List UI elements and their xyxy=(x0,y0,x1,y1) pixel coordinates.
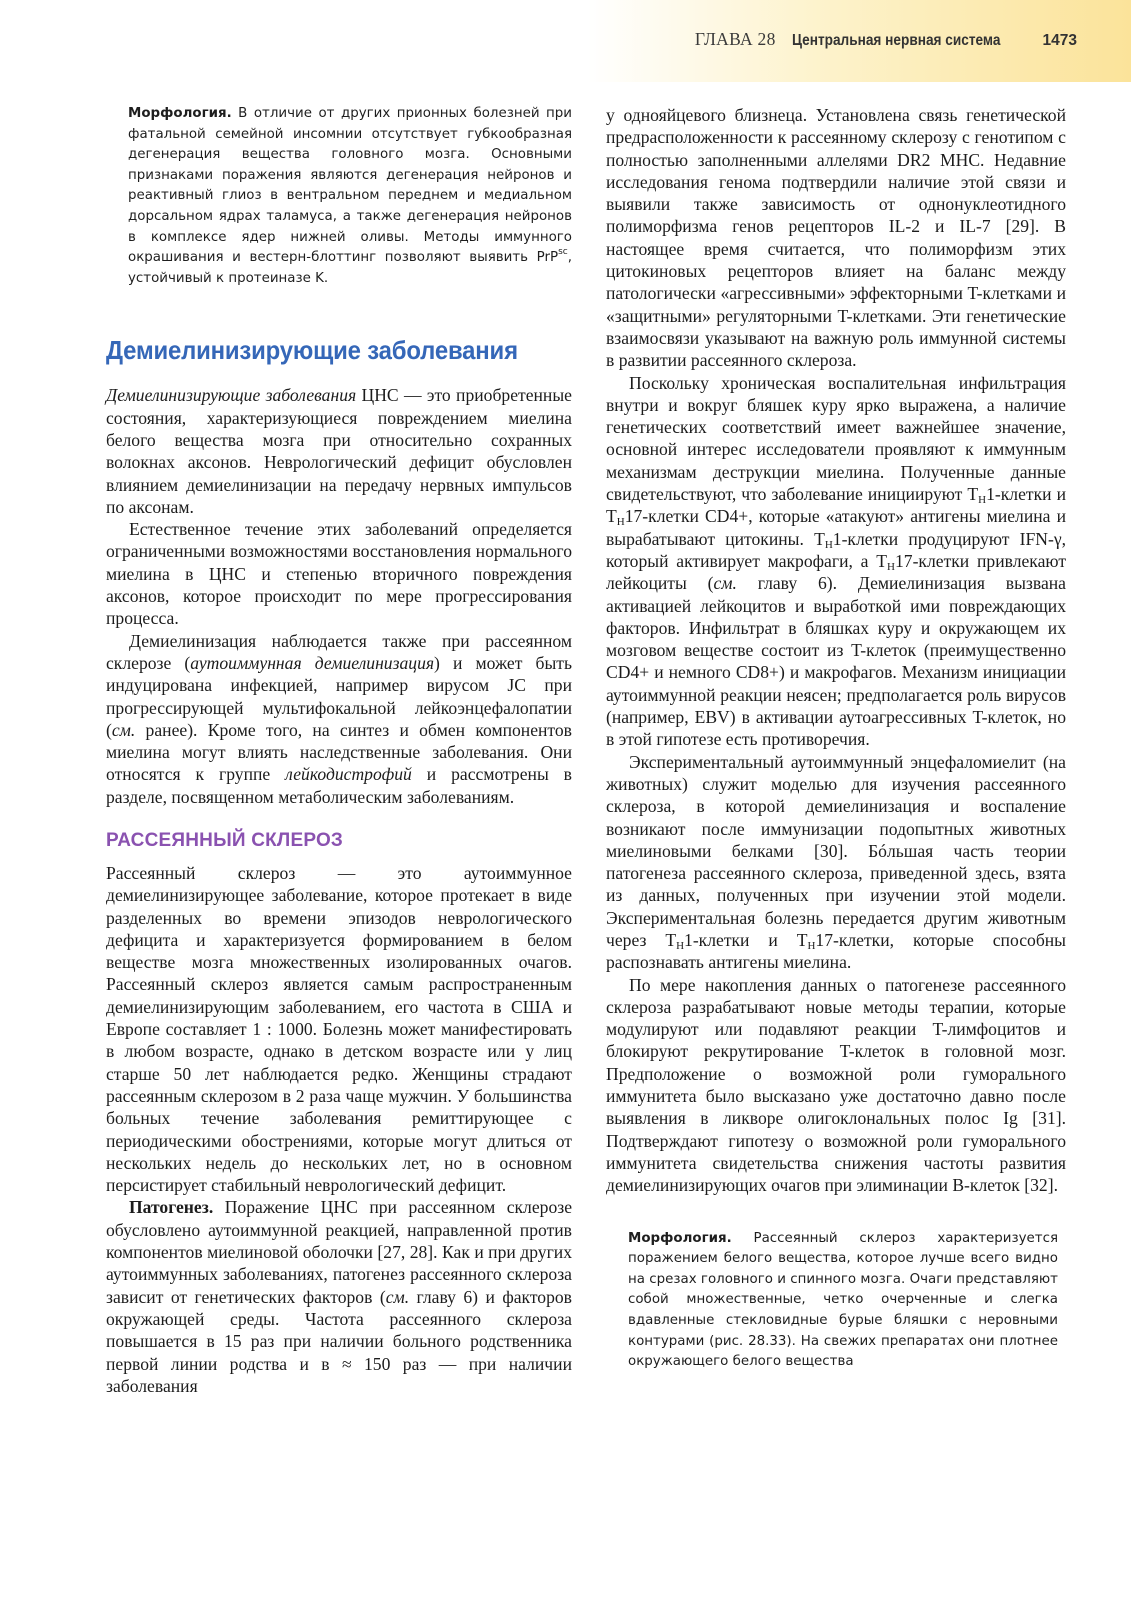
morphology-text: В отличие от других прионных болезней при фатальной семейной инсомнии отсутствует губкообразная дегенерация вещества головного мозга. Основными признаками поражения являются дегенерация нейронов и реактивный глиоз в вентральном переднем и медиальном дорсальном ядрах таламуса, а также дегенерация нейронов в комплексе ядер нижней оливы. Методы иммунного окрашивания и вестерн-блоттинг позволяют выявить PrP xyxy=(128,106,572,266)
pathogenesis-label: Патогенез. xyxy=(129,1197,214,1218)
subsection-title: РАССЕЯННЫЙ СКЛЕРОЗ xyxy=(106,829,344,851)
chapter-title: Центральная нервная система xyxy=(791,32,1001,49)
page-number: 1473 xyxy=(1042,32,1077,49)
morphology-label: Морфология. xyxy=(628,1230,732,1246)
right-column xyxy=(606,104,1066,1373)
paragraph-pathogenesis: Патогенез. Поражение ЦНС при рассеянном склерозе обусловлено аутоиммунной реакцией, направленной против компонентов миелиновой оболочки [27, 28]. Как и при других аутоиммунных заболеваниях, патогенез рассеянного склероза зависит от генетических факторов (см. главу 6) и факторов окружающей среды. Частота рассеянного склероза повышается в 15 раз при наличии больного родственника первой линии родства и в ≈ 150 раз — при наличии заболевания xyxy=(106,1197,572,1396)
morphology-label: Морфология. xyxy=(128,106,232,121)
term-italic: Демиелинизирующие заболевания xyxy=(106,385,357,406)
running-head xyxy=(695,29,1077,50)
left-column xyxy=(106,104,572,1397)
morphology-text: Рассеянный склероз характеризуется поражением белого вещества, которое лучше всего видно на срезах головного и спинного мозга. Очаги представляют собой множественные, четко очерченные и слегка вдавленные стекловидные бурые бляшки с неровными контурами (рис. 28.33). На свежих препаратах они плотнее окружающего белого вещества xyxy=(628,1230,1058,1370)
paragraph-ms-overview: Рассеянный склероз — это аутоиммунное демиелинизирующее заболевание, которое протекает в виде разделенных во времени эпизодов неврологического дефицита и характеризуется формированием в белом веществе мозга множественных изолированных очагов. Рассеянный склероз является самым распространенным демиелинизирующим заболеванием, его частота в США и Европе составляет 1 : 1000. Болезнь может манифестировать в любом возрасте, однако в детском возрасте или у лиц старше 50 лет наблюдается редко. Женщины страдают рассеянным склерозом в 2 раза чаще мужчин. У большинства больных течение заболевания ремиттирующее с периодическими обострениями, которые могут длиться от нескольких недель до нескольких лет, но в основном персистирует стабильный неврологический дефицит. xyxy=(106,862,572,1196)
chapter-label: ГЛАВА 28 xyxy=(694,29,776,49)
paragraph-natural-course: Естественное течение этих заболеваний определяется ограниченными возможностями восстановления нормального миелина в ЦНС и степенью вторичного повреждения аксонов, которое происходит по мере прогрессирования процесса. xyxy=(106,519,572,629)
section-title: Демиелинизирующие заболевания xyxy=(106,335,518,366)
prp-superscript: sc xyxy=(558,247,568,258)
paragraph-immune-mechanisms: Поскольку хроническая воспалительная инфильтрация внутри и вокруг бляшек куру ярко выражена, а наличие генетических соответствий имеет важнейшее значение, основной интерес исследователи проявляют к иммунным механизмам деструкции миелина. Полученные данные свидетельствуют, что заболевание инициируют $T_H1$-клетки и $T_H17$-клетки CD4+, которые «атакуют» антигены миелина и вырабатывают цитокины. $T_H1$-клетки продуцируют IFN-γ, который активирует макрофаги, а $T_H17$-клетки привлекают лейкоциты (см. главу 6). Демиелинизация вызвана активацией лейкоцитов и выработкой ими повреждающих факторов. Инфильтрат в бляшках куру и окружающем их мозговом веществе состоит из T-клеток (преимущественно CD4+ и немного CD8+) и макрофагов. Механизм инициации аутоиммунной реакции неясен; предполагается роль вирусов (например, EBV) в активации аутоагрессивных T-клеток, но в этой гипотезе есть противоречия. xyxy=(606,372,1067,750)
paragraph-genetics: у однояйцевого близнеца. Установлена связь генетической предрасположенности к рассеянному склерозу с генотипом с полностью заполненными аллелями DR2 MHC. Недавние исследования генома подтвердили наличие этой связи и выявили также зависимость от однонуклеотидного полиморфизма генов рецепторов IL-2 и IL-7 [29]. В настоящее время считается, что полиморфизм этих цитокиновых рецепторов влияет на баланс между патологически «агрессивными» эффекторными T-клетками и «защитными» регуляторными T-клетками. Эти генетические взаимосвязи указывают на важную роль иммунной системы в развитии рассеянного склероза. xyxy=(606,105,1066,371)
paragraph-demyelination-causes: Демиелинизация наблюдается также при рассеянном склерозе (аутоиммунная демиелинизация) и может быть индуцирована инфекцией, например вирусом JC при прогрессирующей мультифокальной лейкоэнцефалопатии (см. ранее). Кроме того, на синтез и обмен компонентов миелина могут влиять наследственные заболевания. Они относятся к группе лейкодистрофий и рассмотрены в разделе, посвященном метаболическим заболеваниям. xyxy=(106,630,573,807)
paragraph-demyelinating-intro: Демиелинизирующие заболевания ЦНС — это приобретенные состояния, характеризующиеся повреждением миелина белого вещества мозга при относительно сохранных волокнах аксонов. Неврологический дефицит обусловлен влиянием демиелинизации на передачу нервных импульсов по аксонам. xyxy=(106,385,572,517)
paragraph-therapy: По мере накопления данных о патогенезе рассеянного склероза разрабатывают новые методы терапии, которые модулируют или подавляют реакции T-лимфоцитов и блокируют рекрутирование T-клеток в головной мозг. Предположение о возможной роли гуморального иммунитета было высказано уже достаточно давно после выявления в ликворе олигоклональных полос Ig [31]. Подтверждают гипотезу о возможной роли гуморального иммунитета свидетельства снижения частоты развития демиелинизирующих очагов при элиминации B-клеток [32]. xyxy=(606,974,1066,1196)
page-header xyxy=(0,0,1131,82)
morphology-tail: , устойчивый к протеиназе K. xyxy=(128,250,572,286)
morphology-box-insomnia xyxy=(128,104,572,289)
paragraph-experimental-model: Экспериментальный аутоиммунный энцефаломиелит (на животных) служит моделью для изучения рассеянного склероза, в которой демиелинизация и воспаление возникают после иммунизации подопытных животных миелиновыми белками [30]. Бóльшая часть теории патогенеза рассеянного склероза, приведенной здесь, взята из данных, полученных при изучении этой модели. Экспериментальная болезнь передается другим животным через $T_H1$-клетки и $T_H17$-клетки, которые способны распознавать антигены миелина. xyxy=(606,751,1067,973)
morphology-box-ms xyxy=(628,1229,1058,1373)
